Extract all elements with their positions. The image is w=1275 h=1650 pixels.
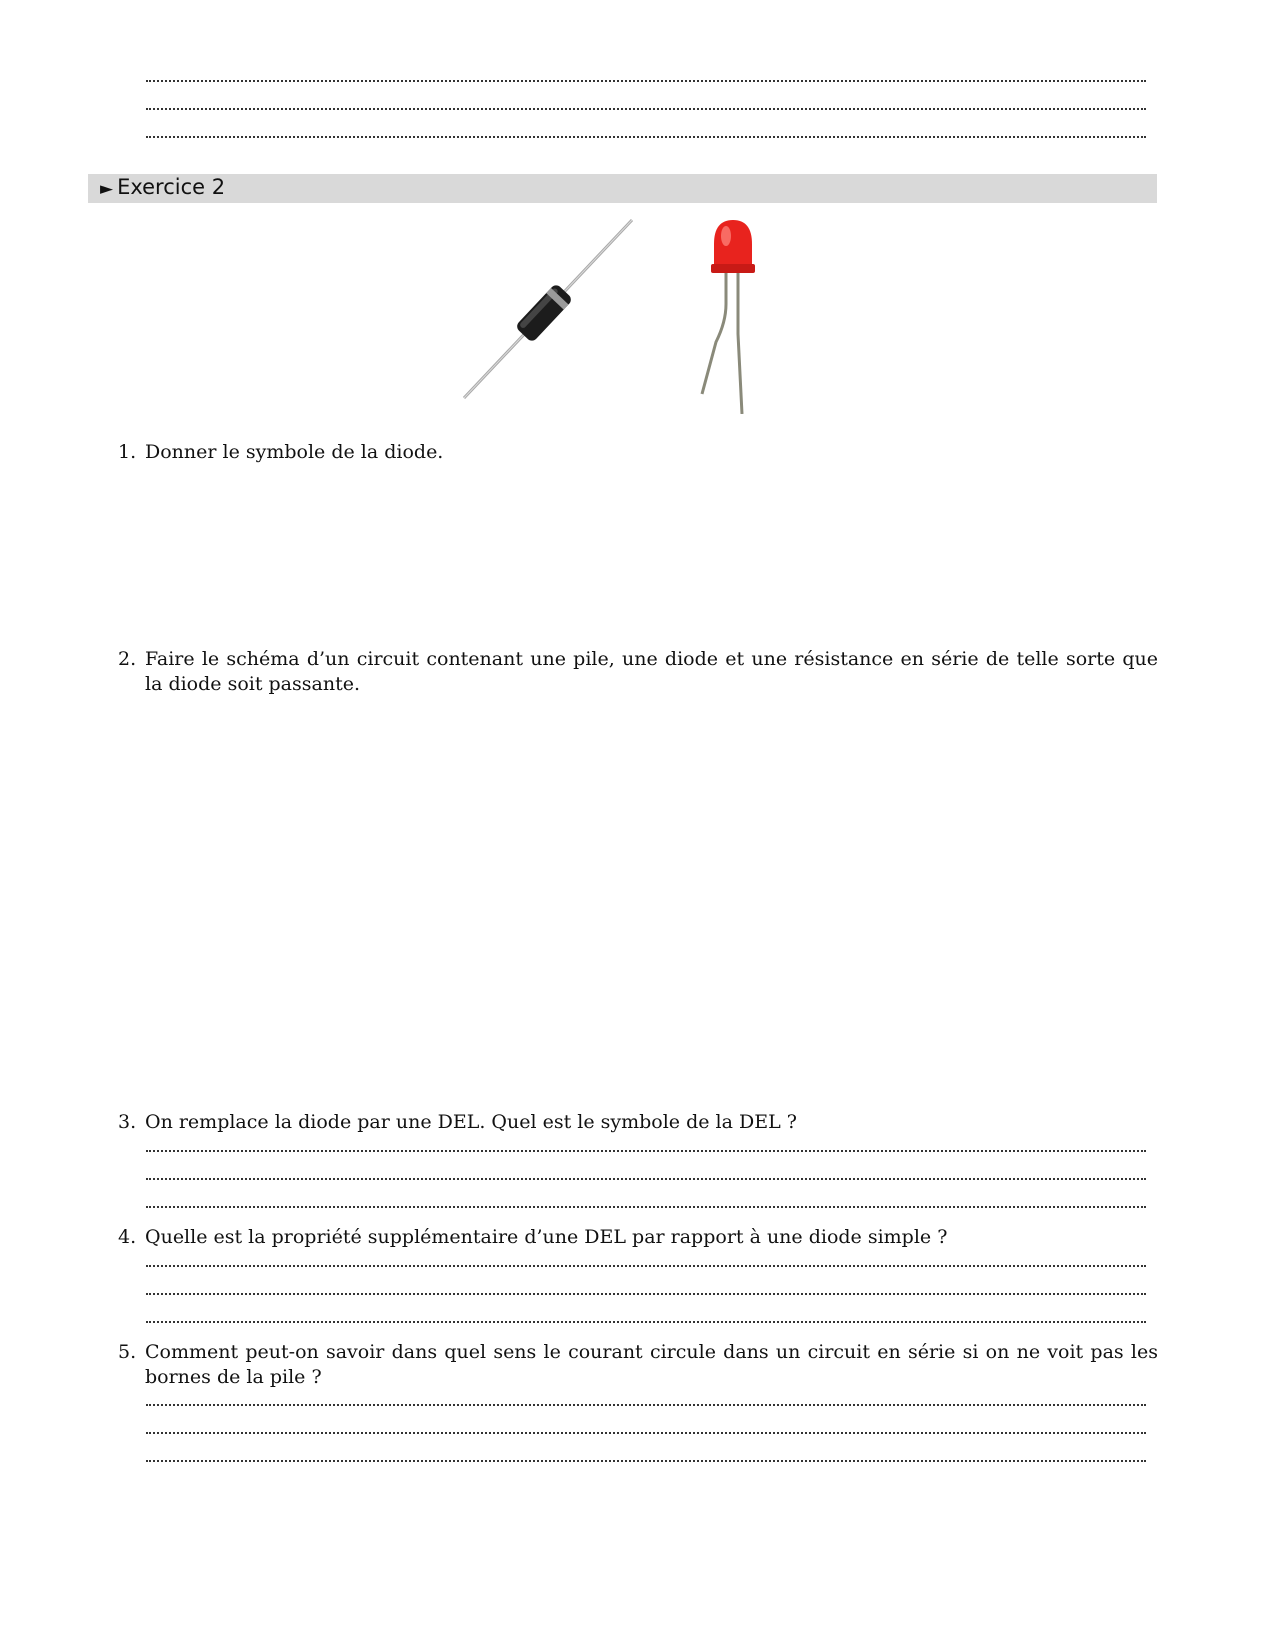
- answer-line[interactable]: [146, 1275, 1146, 1295]
- question-number: 4.: [118, 1226, 137, 1248]
- answer-line[interactable]: [146, 1160, 1146, 1180]
- answer-line[interactable]: [146, 62, 1146, 82]
- answer-line[interactable]: [146, 118, 1146, 138]
- exercise-title-text: Exercice 2: [117, 175, 226, 199]
- answer-line[interactable]: [146, 1386, 1146, 1406]
- question-number: 2.: [118, 648, 137, 670]
- question-number: 3.: [118, 1111, 137, 1133]
- diode-photo: [460, 218, 640, 403]
- answer-line[interactable]: [146, 1247, 1146, 1267]
- answer-line[interactable]: [146, 1442, 1146, 1462]
- question-text: Faire le schéma d’un circuit contenant une pile, une diode et une résistance en série de telle sorte que la diode soit passante.: [145, 648, 1158, 695]
- question-text: Comment peut-on savoir dans quel sens le courant circule dans un circuit en série si on ne voit pas les bornes de la pile ?: [145, 1341, 1158, 1388]
- question-2: [118, 647, 1158, 697]
- answer-line[interactable]: [146, 1414, 1146, 1434]
- question-number: 5.: [118, 1341, 137, 1363]
- question-number: 1.: [118, 441, 137, 463]
- answer-line[interactable]: [146, 90, 1146, 110]
- question-text: Quelle est la propriété supplémentaire d’une DEL par rapport à une diode simple ?: [145, 1226, 948, 1248]
- question-5: [118, 1340, 1158, 1390]
- question-text: On remplace la diode par une DEL. Quel est le symbole de la DEL ?: [145, 1111, 797, 1133]
- exercise-title: [100, 175, 225, 199]
- answer-line[interactable]: [146, 1132, 1146, 1152]
- triangle-marker-icon: ►: [100, 179, 114, 199]
- exercise-header: [88, 174, 1157, 203]
- led-photo: [690, 214, 780, 414]
- answer-line[interactable]: [146, 1188, 1146, 1208]
- question-text: Donner le symbole de la diode.: [145, 441, 444, 463]
- answer-line[interactable]: [146, 1303, 1146, 1323]
- question-1: [118, 440, 1158, 465]
